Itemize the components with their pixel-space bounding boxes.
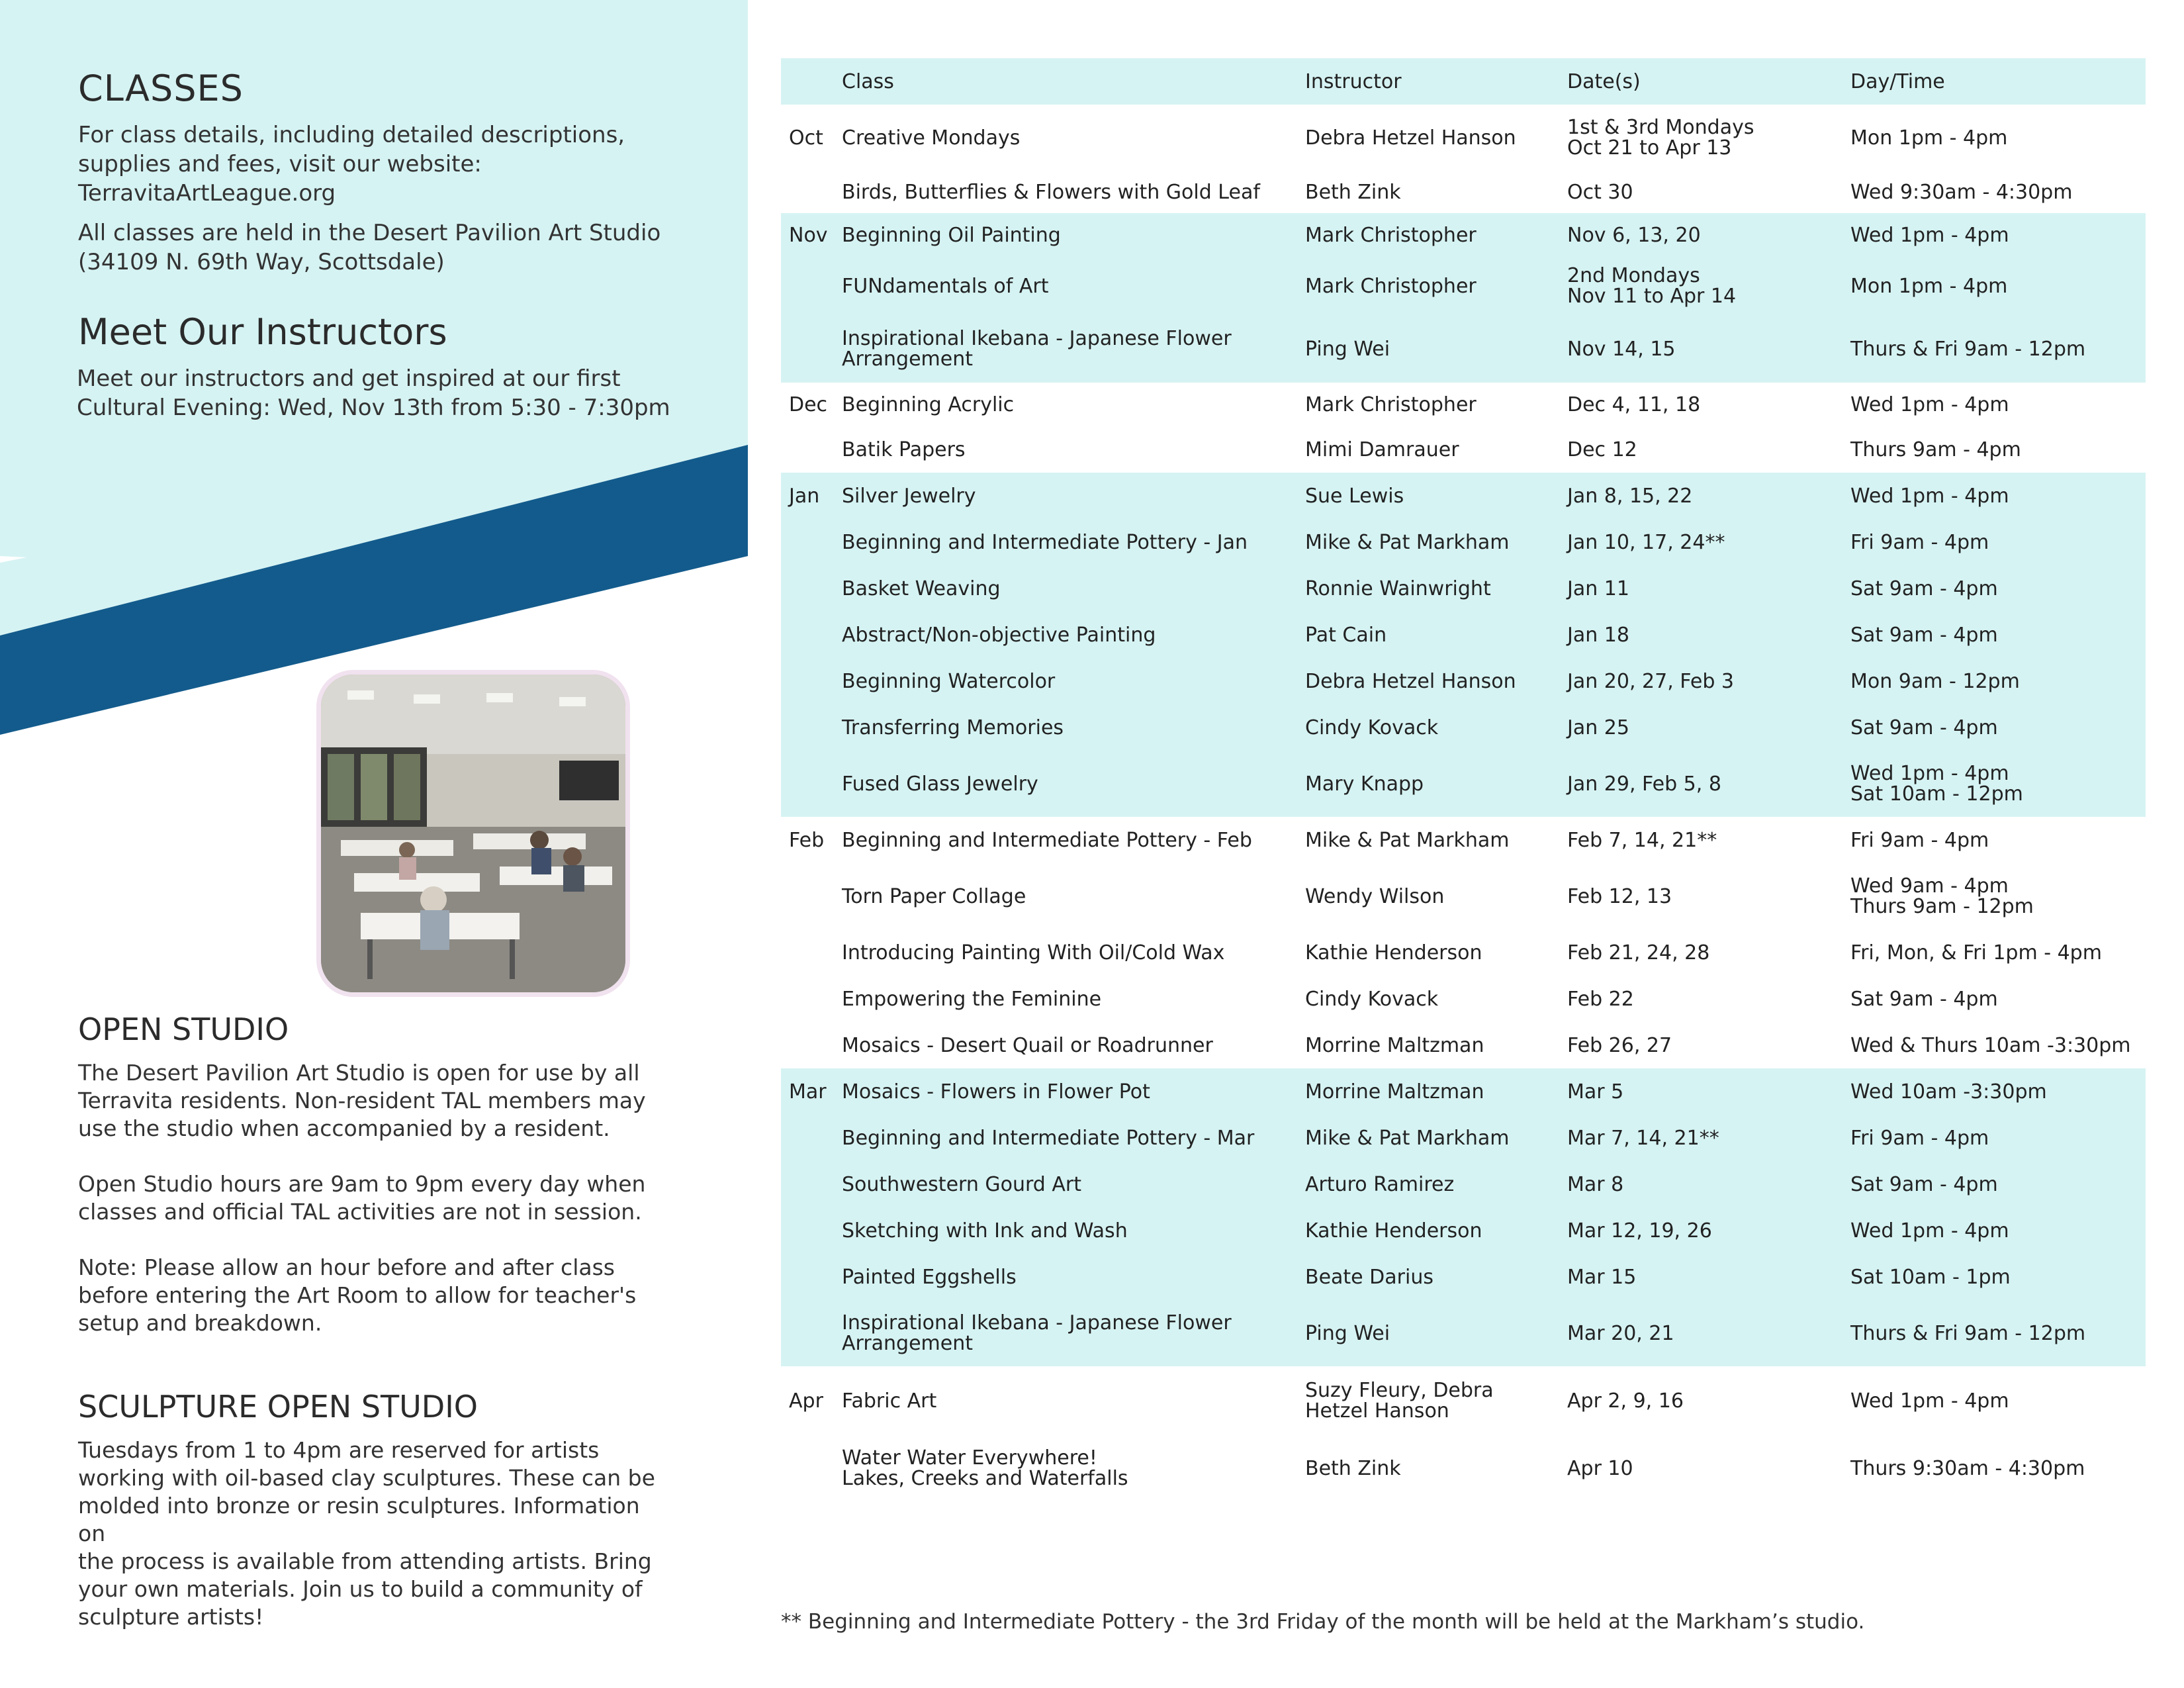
schedule-instructor-cell: Cindy Kovack (1305, 716, 1439, 739)
schedule-dates-cell: Dec 12 (1567, 438, 1637, 461)
schedule-instructor-cell: Mike & Pat Markham (1305, 828, 1510, 852)
schedule-dates-cell: Jan 29, Feb 5, 8 (1567, 772, 1721, 796)
schedule-dates-cell: Jan 11 (1567, 577, 1629, 600)
schedule-class-cell: Beginning and Intermediate Pottery - Feb (842, 828, 1252, 852)
schedule-month-cell (781, 1161, 835, 1207)
open-studio-text-3: Note: Please allow an hour before and after class before entering the Art Room to allow for teacher's setup and breakdown. (78, 1254, 637, 1336)
table-row (781, 1366, 2146, 1435)
header-month (781, 58, 835, 105)
schedule-dates-cell: Apr 2, 9, 16 (1567, 1389, 1684, 1413)
schedule-month-cell (781, 863, 835, 929)
table-row (781, 658, 2146, 704)
table-row (781, 1161, 2146, 1207)
schedule-class-cell: Beginning Acrylic (842, 393, 1015, 416)
schedule-class-cell: Beginning Oil Painting (842, 223, 1061, 247)
schedule-month-cell: Mar (789, 1080, 827, 1103)
schedule-class-cell: Transferring Memories (842, 716, 1064, 739)
table-row (781, 1254, 2146, 1300)
schedule-dates-cell: Jan 10, 17, 24** (1567, 530, 1725, 554)
schedule-time-cell: Fri 9am - 4pm (1850, 828, 1989, 852)
schedule-dates-cell: Nov 6, 13, 20 (1567, 223, 1701, 247)
schedule-time-cell: Sat 9am - 4pm (1850, 623, 1998, 647)
schedule-time-cell: Wed 1pm - 4pm (1850, 484, 2009, 508)
table-row (781, 519, 2146, 565)
schedule-time-cell: Fri 9am - 4pm (1850, 530, 1989, 554)
schedule-instructor-cell: Kathie Henderson (1305, 1219, 1482, 1243)
schedule-time-cell: Wed 10am -3:30pm (1850, 1080, 2047, 1103)
schedule-instructor-cell: Mike & Pat Markham (1305, 530, 1510, 554)
schedule-month-cell: Apr (789, 1389, 823, 1413)
table-row (781, 315, 2146, 383)
table-row (781, 473, 2146, 519)
schedule-time-cell: Sat 10am - 1pm (1850, 1265, 2011, 1289)
schedule-instructor-cell: Mike & Pat Markham (1305, 1126, 1510, 1150)
classes-heading: CLASSES (78, 68, 244, 109)
schedule-instructor-cell: Beate Darius (1305, 1265, 1433, 1289)
open-studio-text-2: Open Studio hours are 9am to 9pm every day when classes and official TAL activities are not in session. (78, 1171, 646, 1225)
schedule-class-cell: Inspirational Ikebana - Japanese Flower Arrangement (842, 1311, 1232, 1355)
schedule-instructor-cell: Beth Zink (1305, 180, 1401, 204)
schedule-dates-cell: Mar 15 (1567, 1265, 1637, 1289)
schedule-dates-cell: Apr 10 (1567, 1456, 1633, 1480)
table-row (781, 565, 2146, 612)
schedule-month-cell (781, 315, 835, 383)
schedule-dates-cell: Feb 22 (1567, 987, 1634, 1011)
schedule-time-cell: Fri, Mon, & Fri 1pm - 4pm (1850, 941, 2102, 964)
table-row (781, 426, 2146, 473)
schedule-time-cell: Sat 9am - 4pm (1850, 1172, 1998, 1196)
table-row (781, 213, 2146, 257)
schedule-month-cell (781, 658, 835, 704)
table-row (781, 976, 2146, 1022)
schedule-instructor-cell: Wendy Wilson (1305, 884, 1445, 908)
schedule-class-cell: Empowering the Feminine (842, 987, 1102, 1011)
schedule-time-cell: Mon 1pm - 4pm (1850, 274, 2008, 298)
schedule-instructor-cell: Debra Hetzel Hanson (1305, 669, 1516, 693)
schedule-class-cell: Birds, Butterflies & Flowers with Gold Leaf (842, 180, 1260, 204)
schedule-instructor-cell: Mimi Damrauer (1305, 438, 1459, 461)
table-row (781, 817, 2146, 863)
instructors-heading: Meet Our Instructors (78, 311, 447, 353)
schedule-class-cell: Southwestern Gourd Art (842, 1172, 1082, 1196)
schedule-dates-cell: Feb 21, 24, 28 (1567, 941, 1710, 964)
schedule-month-cell (781, 1022, 835, 1068)
table-row (781, 1300, 2146, 1366)
table-row (781, 1207, 2146, 1254)
schedule-time-cell: Thurs 9am - 4pm (1850, 438, 2021, 461)
header-day-time: Day/Time (1850, 70, 1945, 93)
open-studio-text-1: The Desert Pavilion Art Studio is open for use by all Terravita residents. Non-resident TAL members may use the studio when accompanied by a resident. (78, 1060, 646, 1141)
header-instructor: Instructor (1305, 70, 1402, 93)
schedule-instructor-cell: Kathie Henderson (1305, 941, 1482, 964)
schedule-month-cell (781, 1300, 835, 1366)
table-row (781, 383, 2146, 426)
table-row (781, 171, 2146, 213)
schedule-class-cell: Batik Papers (842, 438, 966, 461)
schedule-month-cell: Dec (789, 393, 828, 416)
schedule-month-cell (781, 519, 835, 565)
schedule-class-cell: Silver Jewelry (842, 484, 976, 508)
schedule-time-cell: Sat 9am - 4pm (1850, 716, 1998, 739)
table-row (781, 929, 2146, 976)
schedule-class-cell: Painted Eggshells (842, 1265, 1017, 1289)
schedule-class-cell: Water Water Everywhere! Lakes, Creeks and Waterfalls (842, 1446, 1128, 1490)
schedule-time-cell: Mon 9am - 12pm (1850, 669, 2020, 693)
schedule-class-cell: Creative Mondays (842, 126, 1021, 150)
schedule-month-cell (781, 612, 835, 658)
schedule-instructor-cell: Sue Lewis (1305, 484, 1404, 508)
classes-details-text: For class details, including detailed descriptions, supplies and fees, visit our website: TerravitaArtLeague.org (78, 122, 625, 207)
table-row (781, 257, 2146, 315)
schedule-dates-cell: Jan 18 (1567, 623, 1629, 647)
table-row (781, 1022, 2146, 1068)
schedule-dates-cell: Mar 8 (1567, 1172, 1624, 1196)
schedule-instructor-cell: Mary Knapp (1305, 772, 1424, 796)
schedule-class-cell: Inspirational Ikebana - Japanese Flower Arrangement (842, 327, 1232, 371)
schedule-time-cell: Wed 1pm - 4pm (1850, 1389, 2009, 1413)
schedule-instructor-cell: Mark Christopher (1305, 393, 1477, 416)
schedule-time-cell: Wed 1pm - 4pm (1850, 223, 2009, 247)
schedule-instructor-cell: Cindy Kovack (1305, 987, 1439, 1011)
sculpture-text: Tuesdays from 1 to 4pm are reserved for artists working with oil-based clay sculptures. These can be molded into bronze or resin sculptures. Information on the process is available from attending artists. Bring your own materials. Join us to build a community of sculpture artists! (78, 1437, 655, 1630)
schedule-month-cell (781, 171, 835, 213)
schedule-instructor-cell: Mark Christopher (1305, 274, 1477, 298)
schedule-class-cell: FUNdamentals of Art (842, 274, 1049, 298)
table-row (781, 105, 2146, 171)
schedule-time-cell: Fri 9am - 4pm (1850, 1126, 1989, 1150)
table-row (781, 612, 2146, 658)
schedule-instructor-cell: Morrine Maltzman (1305, 1080, 1484, 1103)
schedule-time-cell: Thurs & Fri 9am - 12pm (1850, 1321, 2086, 1345)
schedule-dates-cell: Mar 12, 19, 26 (1567, 1219, 1712, 1243)
schedule-dates-cell: Jan 8, 15, 22 (1567, 484, 1693, 508)
schedule-class-cell: Fused Glass Jewelry (842, 772, 1038, 796)
schedule-instructor-cell: Suzy Fleury, Debra Hetzel Hanson (1305, 1379, 1494, 1423)
schedule-class-cell: Mosaics - Flowers in Flower Pot (842, 1080, 1150, 1103)
schedule-time-cell: Wed 9:30am - 4:30pm (1850, 180, 2073, 204)
table-row (781, 1068, 2146, 1115)
schedule-time-cell: Sat 9am - 4pm (1850, 577, 1998, 600)
schedule-dates-cell: Mar 5 (1567, 1080, 1624, 1103)
schedule-class-cell: Torn Paper Collage (842, 884, 1026, 908)
schedule-header-row (781, 58, 2146, 105)
schedule-dates-cell: Feb 12, 13 (1567, 884, 1672, 908)
pottery-footnote: ** Beginning and Intermediate Pottery - the 3rd Friday of the month will be held at the Markham’s studio. (781, 1610, 1865, 1634)
schedule-time-cell: Sat 9am - 4pm (1850, 987, 1998, 1011)
schedule-instructor-cell: Ping Wei (1305, 337, 1390, 361)
schedule-month-cell (781, 1254, 835, 1300)
schedule-instructor-cell: Ronnie Wainwright (1305, 577, 1491, 600)
schedule-month-cell (781, 751, 835, 817)
schedule-month-cell (781, 929, 835, 976)
schedule-month-cell (781, 257, 835, 315)
schedule-time-cell: Mon 1pm - 4pm (1850, 126, 2008, 150)
schedule-instructor-cell: Beth Zink (1305, 1456, 1401, 1480)
class-schedule (781, 58, 2146, 1501)
schedule-dates-cell: 2nd Mondays Nov 11 to Apr 14 (1567, 264, 1737, 308)
schedule-dates-cell: Jan 20, 27, Feb 3 (1567, 669, 1735, 693)
schedule-time-cell: Thurs 9:30am - 4:30pm (1850, 1456, 2085, 1480)
instructors-text: Meet our instructors and get inspired at our first Cultural Evening: Wed, Nov 13th from 5:30 - 7:30pm (77, 365, 670, 421)
header-dates: Date(s) (1567, 70, 1641, 93)
schedule-class-cell: Beginning Watercolor (842, 669, 1056, 693)
schedule-class-cell: Abstract/Non-objective Painting (842, 623, 1156, 647)
schedule-month-cell (781, 976, 835, 1022)
schedule-table (781, 58, 2146, 1501)
schedule-time-cell: Wed 1pm - 4pm (1850, 1219, 2009, 1243)
schedule-class-cell: Basket Weaving (842, 577, 1001, 600)
schedule-month-cell: Nov (789, 223, 828, 247)
schedule-instructor-cell: Pat Cain (1305, 623, 1387, 647)
schedule-class-cell: Fabric Art (842, 1389, 937, 1413)
schedule-month-cell (781, 1435, 835, 1501)
schedule-dates-cell: Jan 25 (1567, 716, 1629, 739)
schedule-month-cell (781, 1207, 835, 1254)
sculpture-heading: SCULPTURE OPEN STUDIO (78, 1389, 478, 1425)
schedule-class-cell: Sketching with Ink and Wash (842, 1219, 1128, 1243)
schedule-class-cell: Mosaics - Desert Quail or Roadrunner (842, 1033, 1213, 1057)
schedule-instructor-cell: Mark Christopher (1305, 223, 1477, 247)
header-class: Class (842, 70, 894, 93)
classes-location-text: All classes are held in the Desert Pavilion Art Studio (34109 N. 69th Way, Scottsdale) (78, 220, 661, 275)
schedule-class-cell: Beginning and Intermediate Pottery - Mar (842, 1126, 1255, 1150)
open-studio-heading: OPEN STUDIO (78, 1011, 289, 1047)
schedule-month-cell: Oct (789, 126, 823, 150)
schedule-instructor-cell: Morrine Maltzman (1305, 1033, 1484, 1057)
schedule-dates-cell: Mar 20, 21 (1567, 1321, 1674, 1345)
schedule-dates-cell: Feb 7, 14, 21** (1567, 828, 1717, 852)
table-row (781, 1115, 2146, 1161)
studio-photo (316, 670, 630, 997)
schedule-dates-cell: Dec 4, 11, 18 (1567, 393, 1701, 416)
schedule-instructor-cell: Ping Wei (1305, 1321, 1390, 1345)
schedule-time-cell: Thurs & Fri 9am - 12pm (1850, 337, 2086, 361)
schedule-dates-cell: Oct 30 (1567, 180, 1633, 204)
schedule-time-cell: Wed 1pm - 4pm Sat 10am - 12pm (1850, 762, 2023, 806)
table-row (781, 704, 2146, 751)
schedule-month-cell: Feb (789, 828, 825, 852)
schedule-time-cell: Wed 9am - 4pm Thurs 9am - 12pm (1850, 874, 2034, 918)
schedule-dates-cell: Mar 7, 14, 21** (1567, 1126, 1719, 1150)
schedule-dates-cell: Nov 14, 15 (1567, 337, 1676, 361)
schedule-class-cell: Beginning and Intermediate Pottery - Jan (842, 530, 1248, 554)
schedule-month-cell (781, 1115, 835, 1161)
schedule-instructor-cell: Debra Hetzel Hanson (1305, 126, 1516, 150)
schedule-class-cell: Introducing Painting With Oil/Cold Wax (842, 941, 1225, 964)
schedule-dates-cell: Feb 26, 27 (1567, 1033, 1672, 1057)
schedule-time-cell: Wed 1pm - 4pm (1850, 393, 2009, 416)
schedule-month-cell (781, 704, 835, 751)
table-row (781, 1435, 2146, 1501)
table-row (781, 863, 2146, 929)
schedule-month-cell: Jan (789, 484, 820, 508)
schedule-instructor-cell: Arturo Ramirez (1305, 1172, 1455, 1196)
table-row (781, 751, 2146, 817)
schedule-month-cell (781, 565, 835, 612)
schedule-dates-cell: 1st & 3rd Mondays Oct 21 to Apr 13 (1567, 116, 1754, 160)
schedule-month-cell (781, 426, 835, 473)
schedule-time-cell: Wed & Thurs 10am -3:30pm (1850, 1033, 2131, 1057)
